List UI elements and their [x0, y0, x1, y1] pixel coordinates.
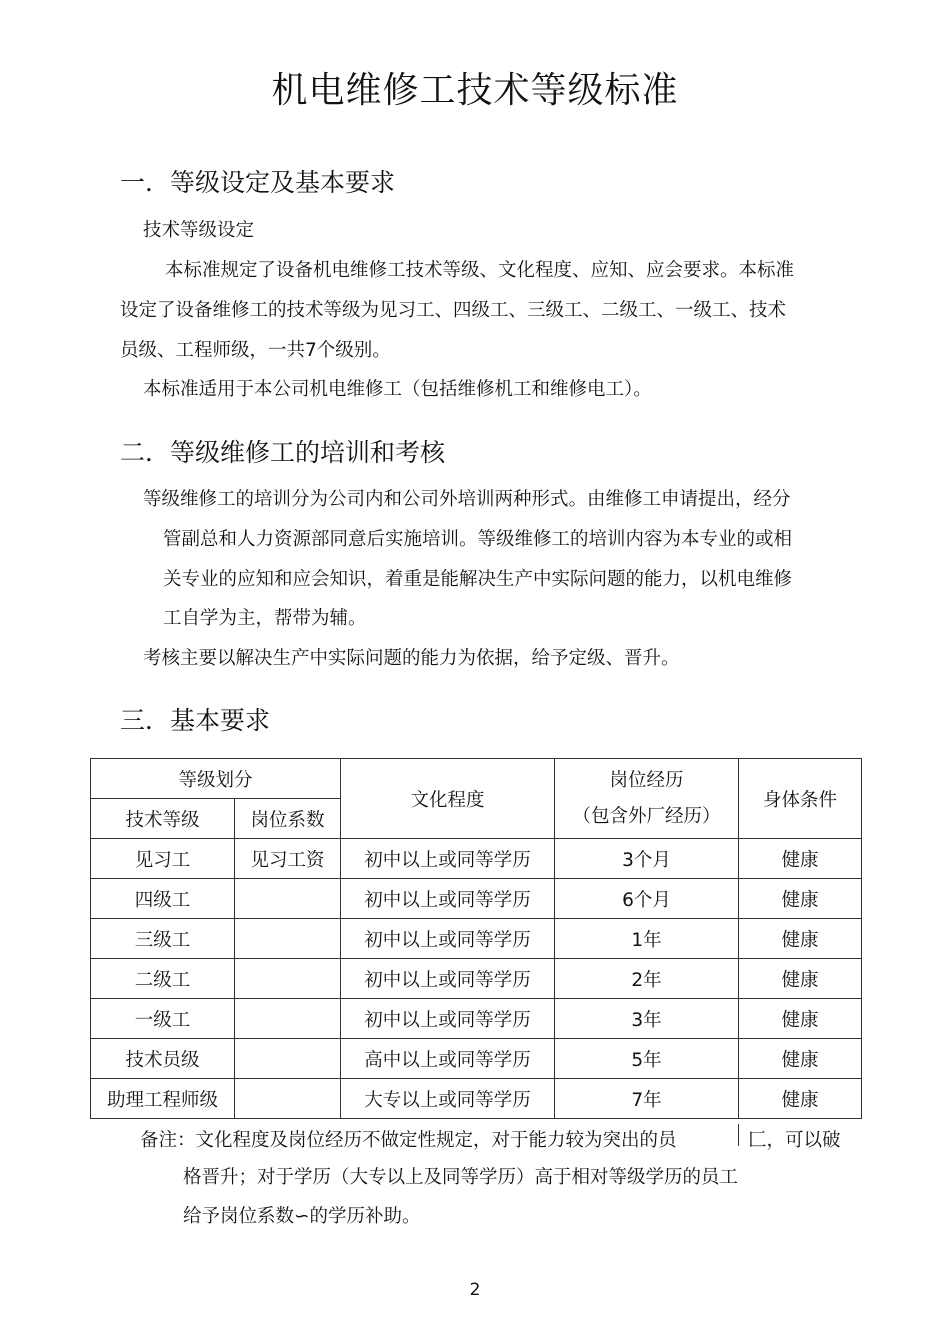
- page-title: 机电维修工技术等级标准: [271, 70, 679, 111]
- header-experience-line1: 岗位经历: [609, 769, 684, 791]
- cell-experience: 7年: [555, 1079, 739, 1119]
- section1-para1-line1: 本标准规定了设备机电维修工技术等级、文化程度、应知、应会要求。本标准: [165, 260, 795, 281]
- cell-coef: [235, 919, 341, 959]
- section2-para1-line1: 等级维修工的培训分为公司内和公司外培训两种形式。由维修工申请提出，经分: [143, 489, 791, 510]
- section2-para2: 考核主要以解决生产中实际问题的能力为依据，给予定级、晋升。: [143, 648, 680, 669]
- grade-standard-table: [90, 758, 862, 1119]
- section1-para1-line3: 员级、工程师级，一共7个级别。: [120, 340, 391, 361]
- table-header-row: [91, 759, 862, 799]
- cell-health: 健康: [739, 1079, 862, 1119]
- header-health: 身体条件: [739, 759, 862, 839]
- cell-grade: 技术员级: [91, 1039, 235, 1079]
- cell-grade: 四级工: [91, 879, 235, 919]
- cell-grade: 见习工: [91, 839, 235, 879]
- cell-health: 健康: [739, 879, 862, 919]
- header-experience: [555, 759, 739, 839]
- cell-education: 初中以上或同等学历: [341, 959, 555, 999]
- note-line1: 备注：文化程度及岗位经历不做定性规定，对于能力较为突出的员: [140, 1130, 677, 1151]
- cell-coef: [235, 1039, 341, 1079]
- section1-para2: 本标准适用于本公司机电维修工（包括维修机工和维修电工）。: [143, 379, 652, 400]
- cell-experience: 3个月: [555, 839, 739, 879]
- table-row: [91, 999, 862, 1039]
- cell-education: 大专以上或同等学历: [341, 1079, 555, 1119]
- cell-health: 健康: [739, 1039, 862, 1079]
- section2-para1-line2: 管副总和人力资源部同意后实施培训。等级维修工的培训内容为本专业的或相: [163, 529, 793, 550]
- cell-coef: [235, 959, 341, 999]
- section1-subheading: 技术等级设定: [143, 220, 255, 241]
- table-row: [91, 879, 862, 919]
- cell-coef: [235, 1079, 341, 1119]
- section1-para1-line2: 设定了设备维修工的技术等级为见习工、四级工、三级工、二级工、一级工、技术: [120, 300, 787, 321]
- cell-grade: 一级工: [91, 999, 235, 1039]
- note-line3: 给予岗位系数∽的学历补助。: [183, 1206, 421, 1227]
- cell-health: 健康: [739, 999, 862, 1039]
- header-tech-grade: 技术等级: [91, 799, 235, 839]
- page-number: 2: [469, 1280, 481, 1300]
- header-experience-line2: （包含外厂经历）: [572, 805, 721, 827]
- section2-para1-line4: 工自学为主，帮带为辅。: [163, 608, 367, 629]
- header-education: 文化程度: [341, 759, 555, 839]
- cell-health: 健康: [739, 919, 862, 959]
- cell-health: 健康: [739, 959, 862, 999]
- cell-education: 初中以上或同等学历: [341, 839, 555, 879]
- section2-para1-line3: 关专业的应知和应会知识，着重是能解决生产中实际问题的能力，以机电维修: [163, 569, 793, 590]
- table-row: [91, 919, 862, 959]
- cell-coef: 见习工资: [235, 839, 341, 879]
- cell-education: 初中以上或同等学历: [341, 879, 555, 919]
- cell-experience: 5年: [555, 1039, 739, 1079]
- cell-education: 初中以上或同等学历: [341, 999, 555, 1039]
- cell-health: 健康: [739, 839, 862, 879]
- cell-grade: 二级工: [91, 959, 235, 999]
- header-grade-division: 等级划分: [91, 759, 341, 799]
- cell-coef: [235, 879, 341, 919]
- cell-experience: 3年: [555, 999, 739, 1039]
- note-line1-tail: 匚，可以破: [748, 1130, 841, 1151]
- table-row: [91, 959, 862, 999]
- cell-grade: 三级工: [91, 919, 235, 959]
- cell-experience: 1年: [555, 919, 739, 959]
- table-row: [91, 1039, 862, 1079]
- cell-experience: 2年: [555, 959, 739, 999]
- table-row: [91, 1079, 862, 1119]
- cell-coef: [235, 999, 341, 1039]
- table-row: [91, 839, 862, 879]
- cell-experience: 6个月: [555, 879, 739, 919]
- cell-education: 初中以上或同等学历: [341, 919, 555, 959]
- note-divider: [738, 1124, 739, 1146]
- section3-heading: 三．基本要求: [120, 706, 271, 735]
- note-line2: 格晋升；对于学历（大专以上及同等学历）高于相对等级学历的员工: [183, 1167, 739, 1188]
- cell-education: 高中以上或同等学历: [341, 1039, 555, 1079]
- header-position-coef: 岗位系数: [235, 799, 341, 839]
- cell-grade: 助理工程师级: [91, 1079, 235, 1119]
- section2-heading: 二．等级维修工的培训和考核: [120, 438, 446, 467]
- section1-heading: 一．等级设定及基本要求: [120, 168, 396, 197]
